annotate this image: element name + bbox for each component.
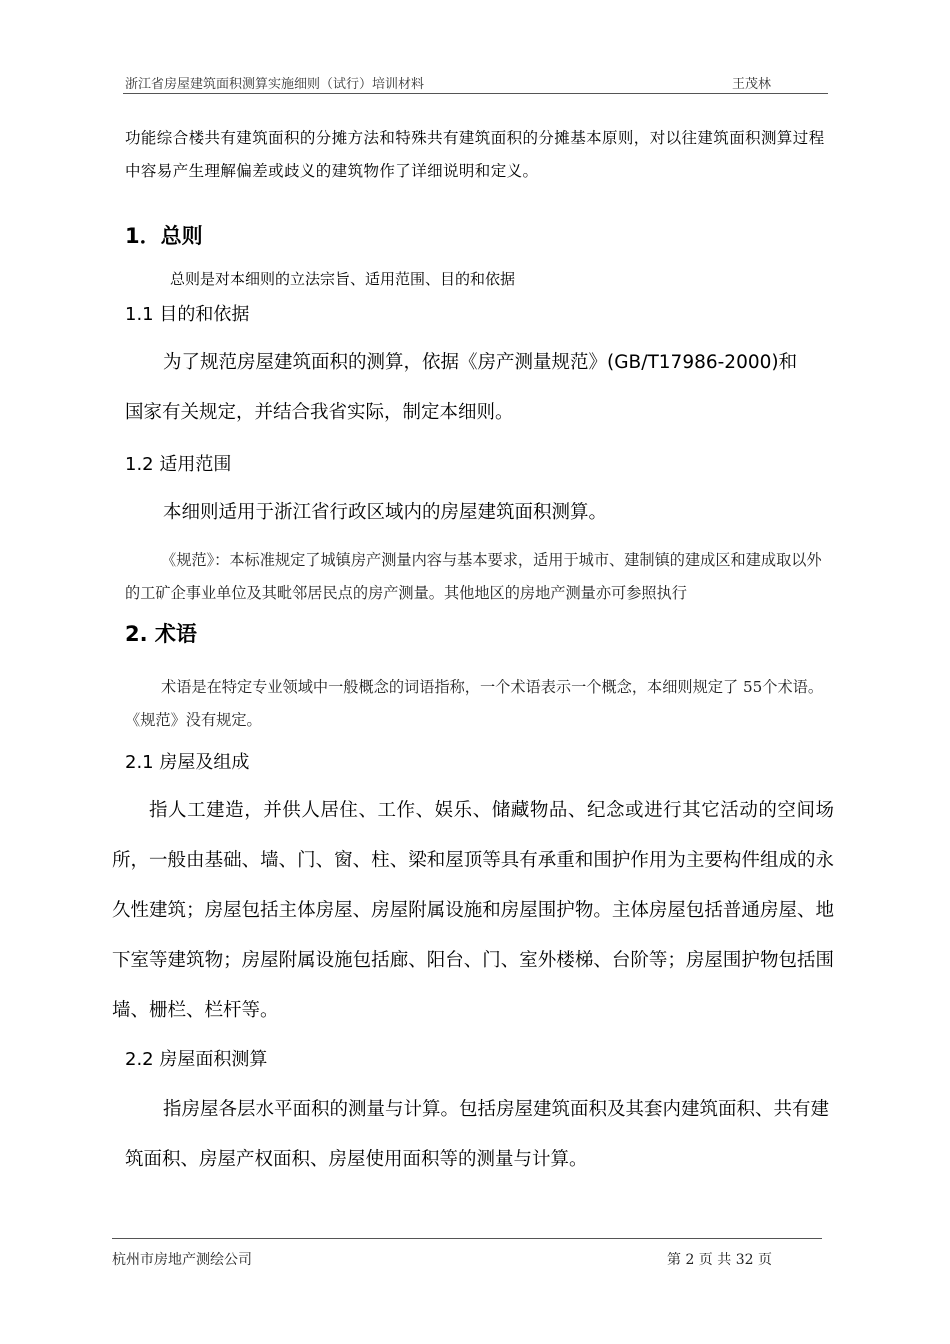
section-1-heading: 1．总则 — [125, 224, 203, 248]
header-author: 王茂林 — [732, 77, 772, 92]
section-2-2-paragraph — [125, 1085, 830, 1185]
terms-intro-paragraph — [125, 671, 830, 737]
spec-citation-text: 《规范》：本标准规定了城镇房产测量内容与基本要求，适用于城市、建制镇的建成区和建成取以外的工矿企事业单位及其毗邻居民点的房产测量。其他地区的房地产测量亦可参照执行 — [125, 551, 822, 602]
section-2-heading: 2. 术语 — [125, 622, 197, 646]
section-2-2-heading: 2.2 房屋面积测算 — [125, 1049, 268, 1070]
section-1-1-line-1: 为了规范房屋建筑面积的测算，依据《房产测量规范》(GB/T17986-2000)和 — [163, 352, 798, 373]
section-2-1-heading: 2.1 房屋及组成 — [125, 752, 250, 773]
header-divider — [123, 93, 828, 94]
section-1-1-line-2: 国家有关规定，并结合我省实际，制定本细则。 — [125, 402, 514, 423]
section-1-2-text: 本细则适用于浙江省行政区域内的房屋建筑面积测算。 — [163, 502, 608, 523]
spec-citation-paragraph — [125, 544, 830, 610]
footer-company: 杭州市房地产测绘公司 — [112, 1252, 252, 1268]
section-2-1-paragraph — [112, 786, 834, 1036]
section-2-1-text: 指人工建造，并供人居住、工作、娱乐、储藏物品、纪念或进行其它活动的空间场所，一般由基础、墙、门、窗、柱、梁和屋顶等具有承重和围护作用为主要构件组成的永久性建筑；房屋包括主体房屋、房屋附属设施和房屋围护物。主体房屋包括普通房屋、地下室等建筑物；房屋附属设施包括廊、阳台、门、室外楼梯、台阶等；房屋围护物包括围墙、栅栏、栏杆等。 — [112, 800, 834, 1021]
section-1-2-heading: 1.2 适用范围 — [125, 454, 232, 475]
section-2-2-text: 指房屋各层水平面积的测量与计算。包括房屋建筑面积及其套内建筑面积、共有建筑面积、房屋产权面积、房屋使用面积等的测量与计算。 — [125, 1099, 830, 1170]
footer-divider — [112, 1238, 822, 1239]
header-title: 浙江省房屋建筑面积测算实施细则（试行）培训材料 — [125, 77, 425, 92]
footer-page-number: 第 2 页 共 32 页 — [667, 1252, 772, 1268]
section-1-1-heading: 1.1 目的和依据 — [125, 304, 250, 325]
section-1-note: 总则是对本细则的立法宗旨、适用范围、目的和依据 — [170, 270, 516, 288]
terms-intro-text: 术语是在特定专业领域中一般概念的词语指称，一个术语表示一个概念，本细则规定了 55个术语。《规范》没有规定。 — [125, 678, 824, 729]
intro-paragraph: 功能综合楼共有建筑面积的分摊方法和特殊共有建筑面积的分摊基本原则，对以往建筑面积测算过程中容易产生理解偏差或歧义的建筑物作了详细说明和定义。 — [125, 129, 825, 180]
